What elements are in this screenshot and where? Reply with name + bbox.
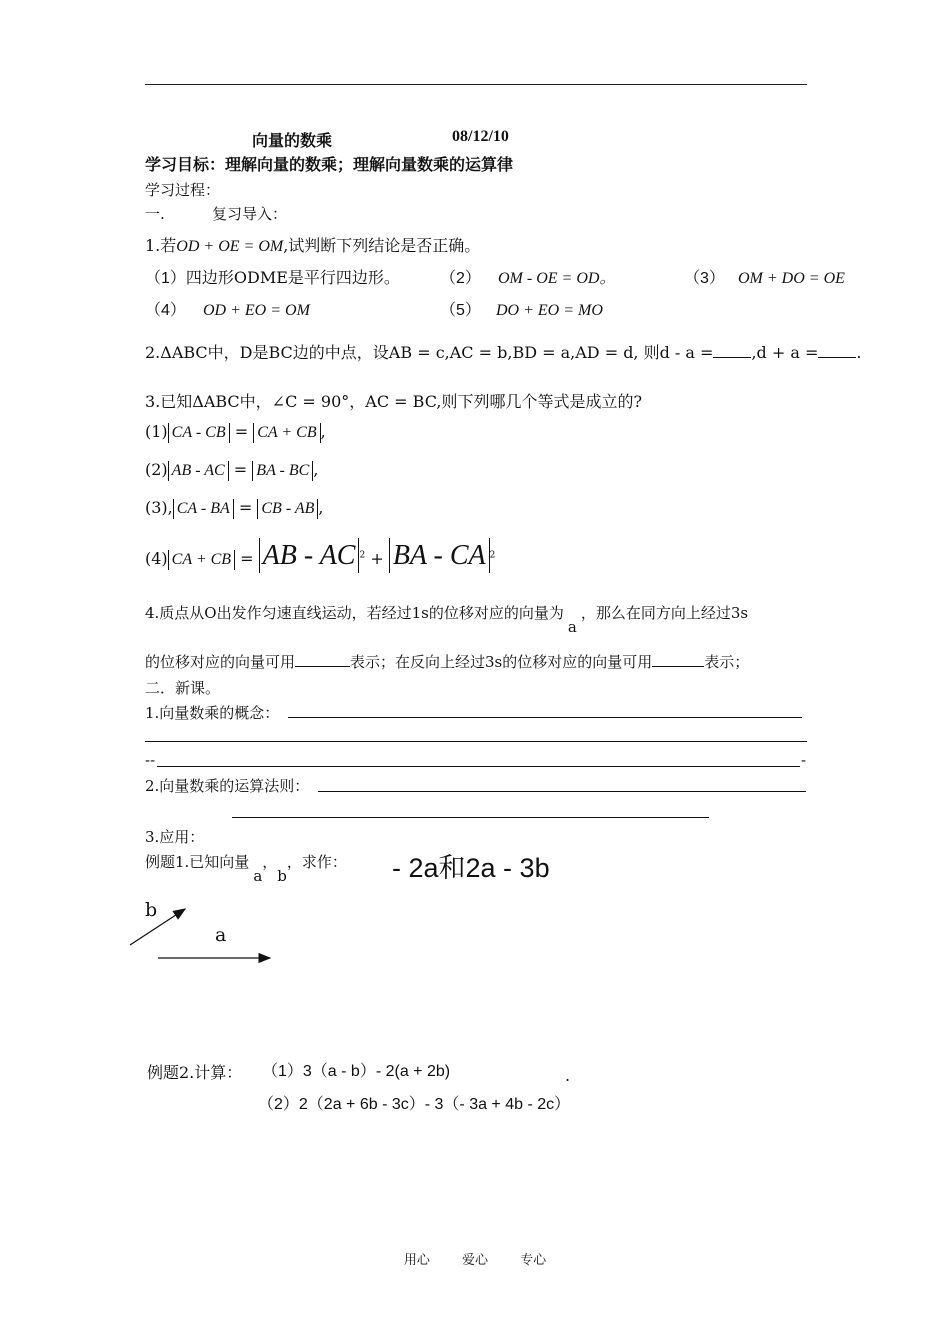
q4-text-1: 4.质点从O出发作匀速直线运动，若经过1s的位移对应的向量为 [145, 604, 564, 622]
example2-dot: . [565, 1066, 571, 1085]
q3-item-2-lhs: AB - AC [168, 461, 229, 481]
rules-label: 2.向量数乘的运算法则： [145, 777, 310, 795]
q3-item-2-rhs: BA - BC [252, 461, 313, 481]
q3-item-1-end: , [320, 422, 326, 441]
concept-blank-1[interactable] [288, 717, 802, 718]
example2-item-1: （1）3（a - b）- 2(a + 2b) [262, 1063, 451, 1080]
section1-number: 一. [145, 205, 165, 223]
example1-line [145, 851, 347, 885]
q1-item-4-num: （4） [145, 302, 186, 319]
q1-item-3 [684, 265, 845, 288]
concept-label: 1.向量数乘的概念： [145, 704, 280, 722]
q3-text: 3.已知ΔABC中，∠C = 90°，AC = BC,则下列哪几个等式是成立的? [145, 392, 643, 411]
q3-item-3 [145, 498, 324, 519]
q1-item-2 [440, 265, 615, 288]
q4-text-2b: 表示；在反向上经过3s的位移对应的向量可用 [350, 653, 653, 671]
rules-blank-1[interactable] [318, 791, 806, 792]
q3-item-1-lhs: CA - CB [168, 423, 230, 443]
q2-text: 2.ΔABC中，D是BC边的中点，设AB = c,AC = b,BD = a,AD = d, 则d - a = [145, 343, 714, 362]
q3-item-1-num: (1) [145, 422, 168, 441]
q3-item-3-op: = [238, 498, 253, 517]
q3-item-4-num: (4) [145, 549, 168, 568]
q3-item-3-rhs: CB - AB [257, 499, 318, 519]
figure-label-a: a [215, 924, 227, 946]
q1-suffix: ,试判断下列结论是否正确。 [283, 236, 481, 255]
apply-label: 3.应用： [145, 828, 205, 846]
rules-blank-2[interactable] [232, 817, 709, 818]
q1-prefix: 1.若 [145, 236, 177, 255]
q1-expression: OD + OE = OM [176, 238, 284, 255]
figure-label-b: b [145, 899, 158, 921]
concept-blank-2[interactable] [145, 741, 807, 742]
q2-blank-2[interactable] [818, 341, 856, 358]
q1-item-5-text: DO + EO = MO [496, 302, 603, 319]
q4-text-2c: 表示； [704, 653, 750, 671]
q3-item-4-op: = [240, 549, 254, 568]
q3-item-4-big-1: AB - AC [259, 538, 360, 573]
q3-item-2-op: = [233, 460, 248, 479]
q3-item-3-lhs: CA - BA [173, 499, 234, 519]
q3-item-1-op: = [234, 422, 249, 441]
example2-label: 例题2.计算： [147, 1063, 243, 1082]
q4-vector-a: a [567, 618, 577, 636]
q1-line [145, 233, 480, 256]
q1-item-3-num: （3） [684, 270, 725, 287]
q3-item-3-end: , [318, 498, 324, 517]
q1-item-1-num: （1） [145, 270, 186, 287]
q3-item-4-lhs: CA + CB [168, 550, 235, 570]
q1-item-2-text: OM - OE = OD。 [498, 270, 616, 287]
q1-item-4 [145, 297, 310, 320]
q1-item-5-num: （5） [440, 302, 481, 319]
q1-item-3-text: OM + DO = OE [738, 270, 845, 287]
section1-heading: 复习导入： [212, 205, 288, 223]
example2-item-2: （2）2（2a + 6b - 3c）- 3（- 3a + 4b - 2c） [258, 1096, 571, 1113]
q3-item-2-end: , [313, 460, 319, 479]
q4-blank-2[interactable] [652, 651, 704, 667]
page-date: 08/12/10 [452, 128, 509, 145]
example1-ask: ，求作： [286, 853, 347, 871]
footer-item-1: 用心 [403, 1253, 430, 1268]
learning-objective: 学习目标：理解向量的数乘；理解向量数乘的运算律 [145, 155, 514, 174]
q3-item-1-rhs: CA + CB [253, 423, 320, 443]
q2-line [145, 340, 862, 363]
example1-comma: ， [262, 853, 278, 871]
q4-line-2 [145, 651, 749, 672]
header-rule [145, 84, 807, 85]
example1-vector-a: a [253, 867, 263, 885]
footer-item-3: 专心 [520, 1253, 547, 1268]
concept-dash-prefix: -- [145, 751, 156, 769]
q3-item-2-num: (2) [145, 460, 168, 479]
q1-item-4-text: OD + EO = OM [203, 302, 310, 319]
concept-blank-3[interactable] [157, 766, 800, 767]
q3-item-1 [145, 422, 326, 443]
q3-item-4-big-2: BA - CA [389, 538, 490, 573]
q3-item-4-plus: + [370, 549, 384, 568]
q3-item-4-exp-1: 2 [359, 550, 366, 561]
q1-item-5 [440, 297, 603, 320]
q2-end: . [856, 343, 862, 362]
vector-b-arrow [130, 909, 185, 945]
q4-text-2a: 的位移对应的向量可用 [145, 653, 296, 671]
q2-mid: ,d + a = [751, 343, 819, 362]
q1-item-1 [145, 265, 400, 288]
q3-item-4-exp-2: 2 [489, 550, 496, 561]
example1-label: 例题1.已知向量 [145, 853, 250, 871]
vector-figure [120, 900, 290, 970]
q2-blank-1[interactable] [713, 341, 751, 358]
q1-item-1-text: 四边形ODME是平行四边形。 [185, 268, 400, 287]
concept-dash-suffix: - [801, 751, 807, 769]
q4-text-1b: ，那么在同方向上经过3s [580, 604, 749, 622]
section2-heading: 二．新课。 [145, 679, 221, 697]
q3-item-3-num: (3), [145, 498, 173, 517]
q4-line-1 [145, 602, 749, 636]
learning-process: 学习过程： [145, 181, 221, 199]
q3-item-4 [145, 538, 495, 573]
page-title: 向量的数乘 [252, 131, 333, 150]
q1-item-2-num: （2） [440, 270, 481, 287]
q3-item-2 [145, 460, 318, 481]
footer-item-2: 爱心 [461, 1253, 488, 1268]
q4-blank-1[interactable] [295, 651, 350, 667]
example1-expression: - 2a和2a - 3b [392, 853, 550, 883]
page-footer [0, 1249, 950, 1268]
example1-vector-b: b [277, 867, 287, 885]
